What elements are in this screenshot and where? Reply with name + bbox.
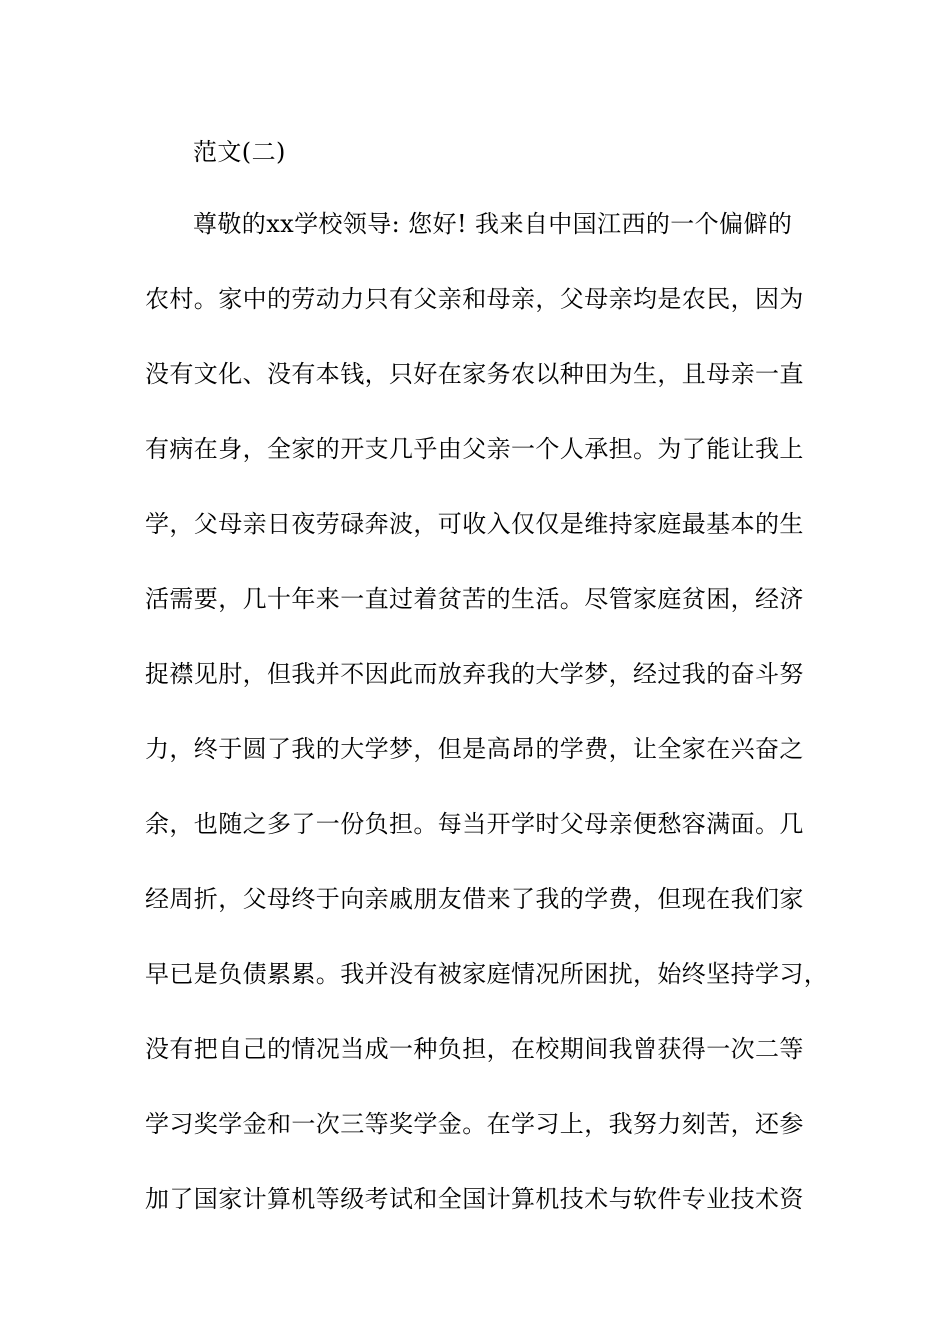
body-line: 学，父母亲日夜劳碌奔波，可收入仅仅是维持家庭最基本的生 bbox=[145, 510, 804, 538]
body-line: 力，终于圆了我的大学梦，但是高昂的学费，让全家在兴奋之 bbox=[145, 735, 804, 763]
body-line: 活需要，几十年来一直过着贫苦的生活。尽管家庭贫困，经济 bbox=[145, 585, 804, 613]
body-line: 早已是负债累累。我并没有被家庭情况所困扰，始终坚持学习， bbox=[145, 960, 829, 988]
body-line: 有病在身，全家的开支几乎由父亲一个人承担。为了能让我上 bbox=[145, 435, 804, 463]
body-line: 捉襟见肘，但我并不因此而放弃我的大学梦，经过我的奋斗努 bbox=[145, 660, 804, 688]
body-line: 经周折，父母终于向亲戚朋友借来了我的学费，但现在我们家 bbox=[145, 885, 804, 913]
body-line: 尊敬的xx学校领导: 您好! 我来自中国江西的一个偏僻的 bbox=[193, 210, 793, 238]
body-line: 加了国家计算机等级考试和全国计算机技术与软件专业技术资 bbox=[145, 1185, 804, 1213]
body-line: 学习奖学金和一次三等奖学金。在学习上，我努力刻苦，还参 bbox=[145, 1110, 804, 1138]
body-line: 没有把自己的情况当成一种负担，在校期间我曾获得一次二等 bbox=[145, 1035, 804, 1063]
body-line: 没有文化、没有本钱，只好在家务农以种田为生，且母亲一直 bbox=[145, 360, 804, 388]
body-line: 余，也随之多了一份负担。每当开学时父母亲便愁容满面。几 bbox=[145, 810, 804, 838]
section-heading: 范文(二) bbox=[193, 138, 286, 166]
body-line: 农村。家中的劳动力只有父亲和母亲，父母亲均是农民，因为 bbox=[145, 285, 804, 313]
